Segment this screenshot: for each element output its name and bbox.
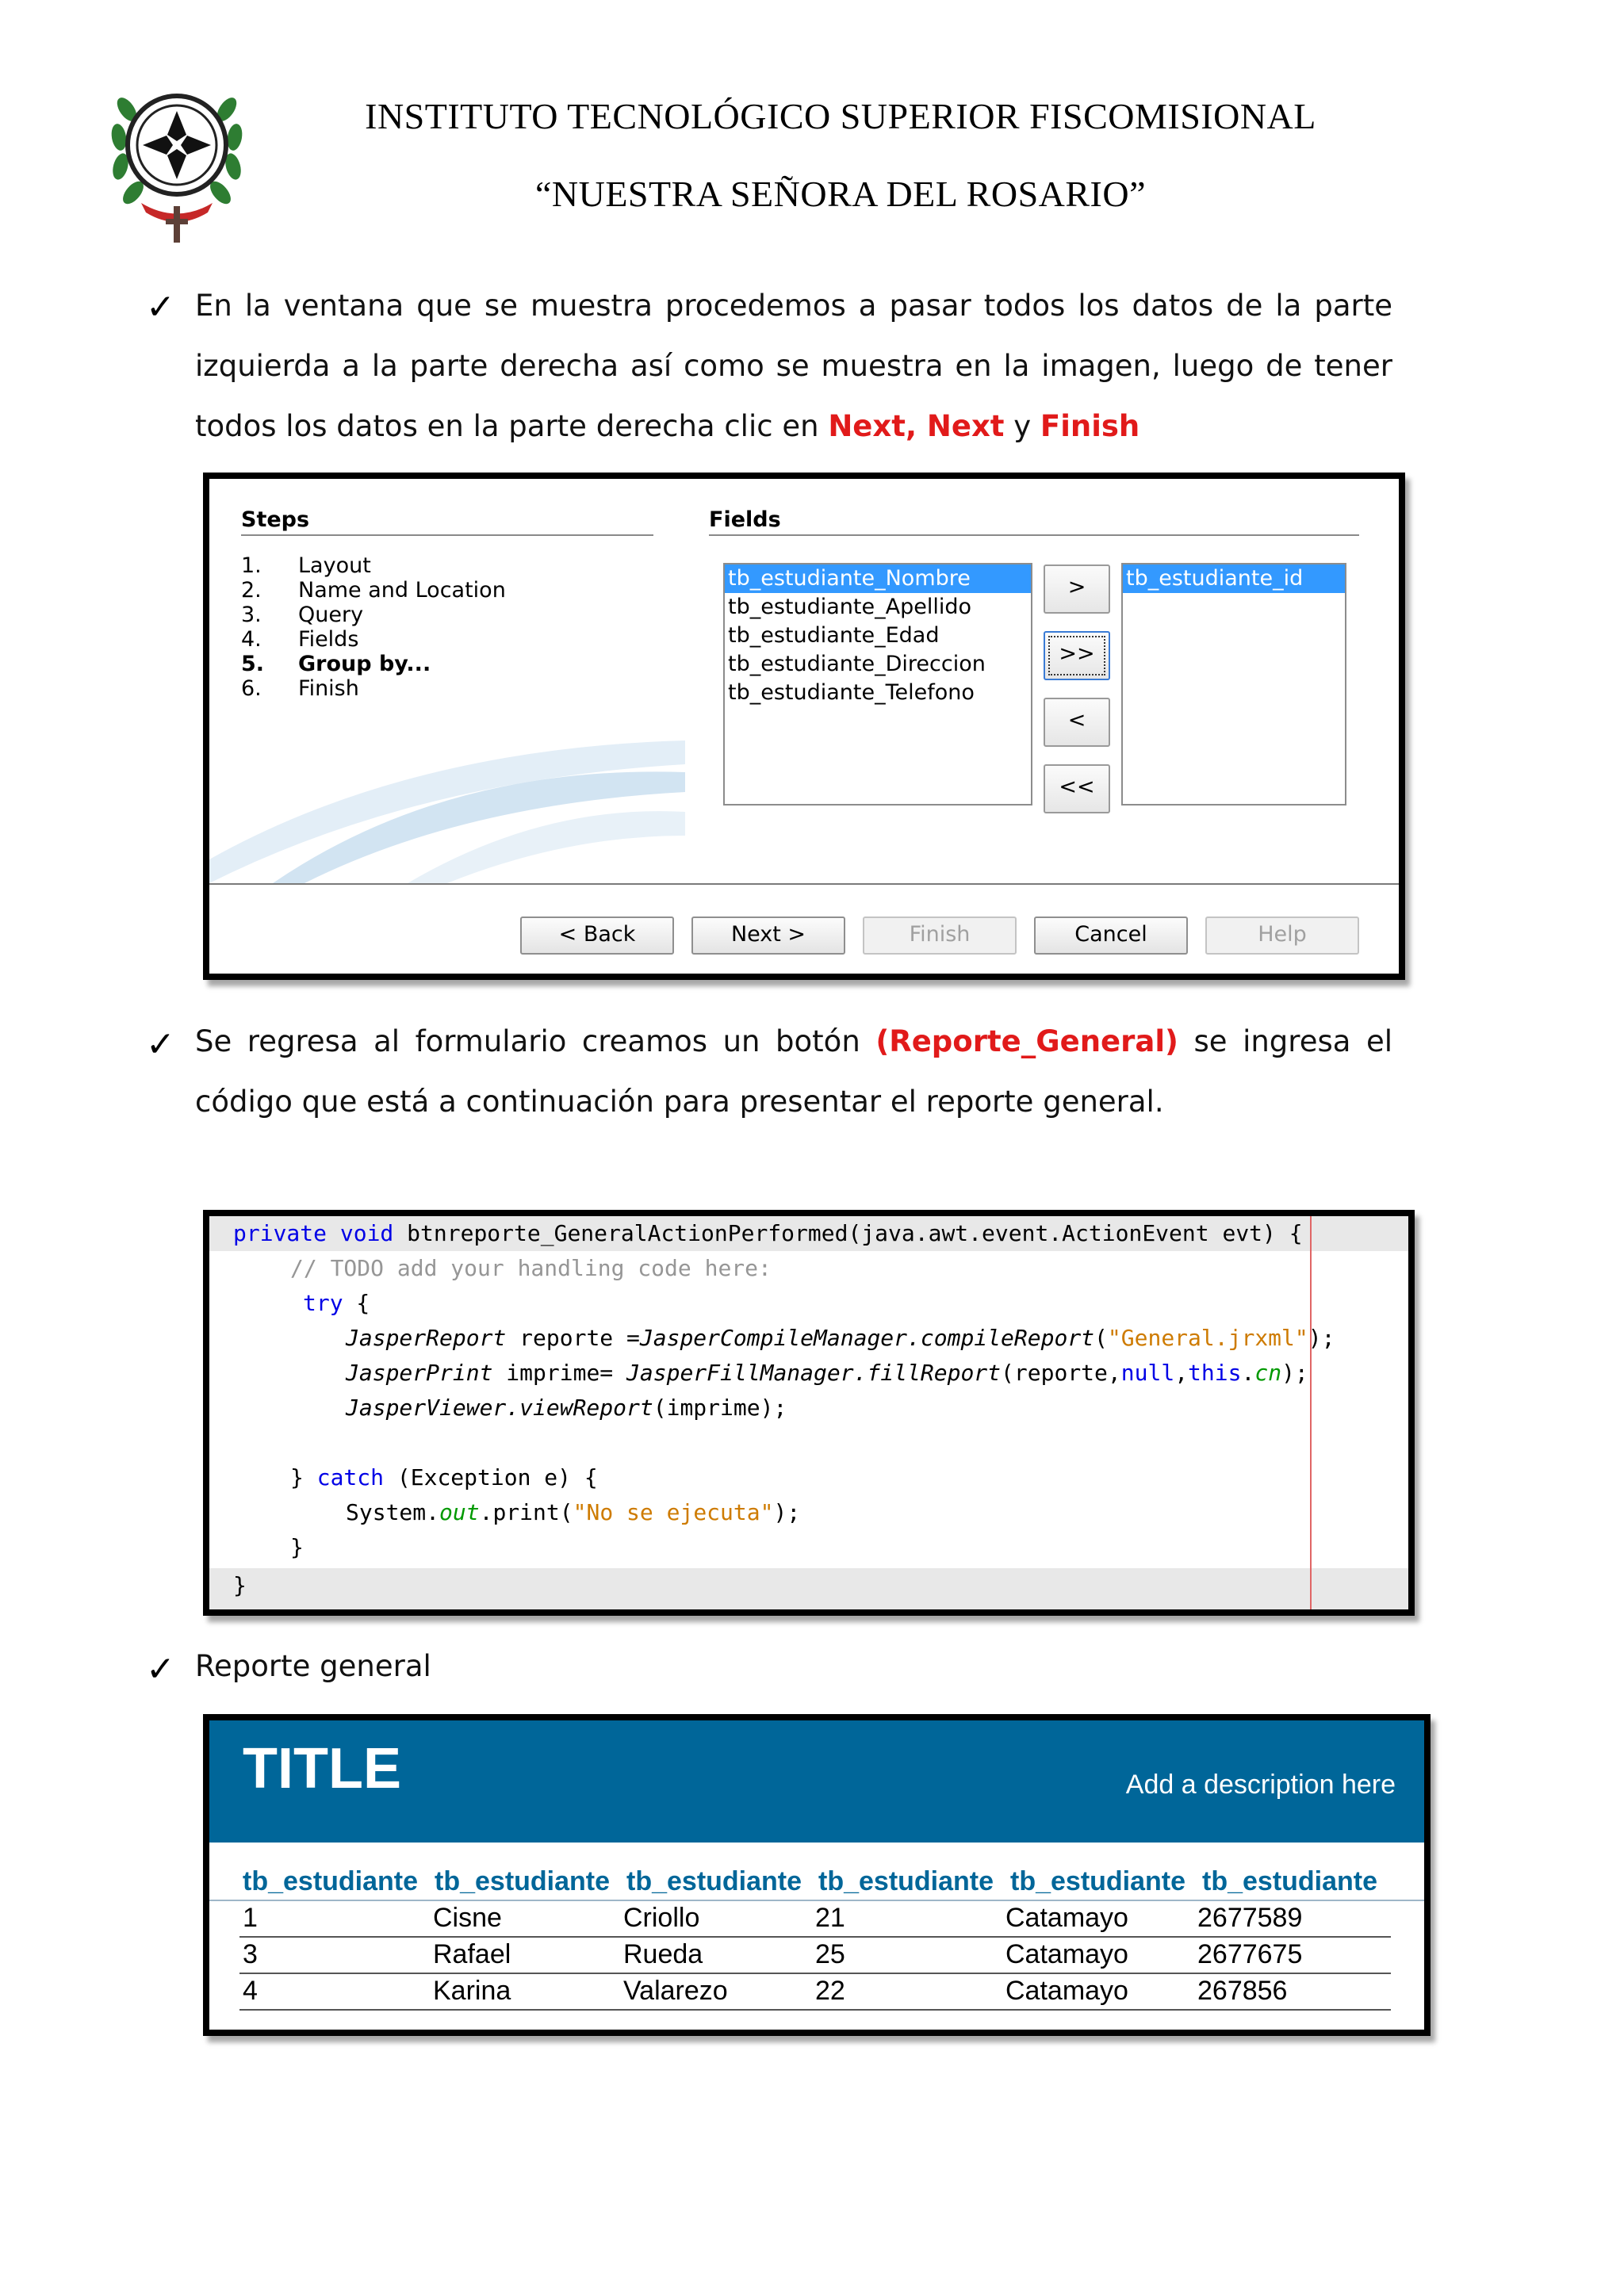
report-cell: Cisne <box>433 1903 502 1933</box>
fields-divider <box>709 534 1359 536</box>
para1-text: En la ventana que se muestra procedemos a pasar todos los datos de la parte izquierda a la parte derecha así como se muestra en la imagen, luego de tener todos los datos en la parte derecha clic en <box>195 289 1392 443</box>
report-row-rule <box>239 1936 1391 1938</box>
move-right-button[interactable]: > <box>1044 564 1110 614</box>
field-option[interactable]: tb_estudiante_id <box>1123 564 1345 593</box>
move-left-button[interactable]: < <box>1044 698 1110 747</box>
institute-subtitle: “NUESTRA SEÑORA DEL ROSARIO” <box>534 174 1147 214</box>
selected-fields-list[interactable] <box>1121 563 1346 806</box>
para2-after: se ingresa el código que está a continuación para presentar el reporte general. <box>195 1024 1392 1119</box>
report-cell: Catamayo <box>1005 1903 1128 1933</box>
next-button[interactable]: Next > <box>691 916 845 955</box>
report-cell: Catamayo <box>1005 1939 1128 1969</box>
checkmark-icon: ✓ <box>146 1025 175 1064</box>
fields-title: Fields <box>709 507 781 532</box>
report-cell: 22 <box>815 1976 845 2006</box>
report-row-rule <box>239 1973 1391 1974</box>
para2-button-name: (Reporte_General) <box>875 1024 1178 1058</box>
move-all-right-button[interactable]: >> <box>1044 631 1110 680</box>
back-button[interactable]: < Back <box>520 916 674 955</box>
report-cell: 2677675 <box>1197 1939 1303 1969</box>
code-right-margin-line <box>1310 1216 1312 1609</box>
report-section-label: Reporte general <box>195 1649 431 1683</box>
report-column-header: tb_estudiante <box>1010 1866 1186 1896</box>
code-line-9: } <box>290 1534 304 1560</box>
code-line-6: JasperViewer.viewReport(imprime); <box>346 1395 787 1421</box>
report-cell: 4 <box>243 1976 258 2006</box>
field-option[interactable]: tb_estudiante_Apellido <box>728 595 971 619</box>
report-cell: 25 <box>815 1939 845 1969</box>
report-title: TITLE <box>243 1737 401 1800</box>
report-cell: 2677589 <box>1197 1903 1303 1933</box>
para1-highlight-finish: Finish <box>1040 409 1140 443</box>
code-line-1: private void btnreporte_GeneralActionPerformed(java.awt.event.ActionEvent evt) { <box>233 1220 1303 1246</box>
report-wizard-screenshot <box>203 473 1405 980</box>
para1-joiner: y <box>1004 409 1040 443</box>
instruction-paragraph-1 <box>195 276 1392 457</box>
report-cell: Rafael <box>433 1939 511 1969</box>
institute-name: INSTITUTO TECNOLÓGICO SUPERIOR FISCOMISIONAL <box>365 96 1316 136</box>
field-option[interactable]: tb_estudiante_Nombre <box>725 564 1031 593</box>
report-title-band <box>209 1720 1424 1843</box>
code-line-3: try { <box>303 1290 370 1316</box>
report-cell: Karina <box>433 1976 511 2006</box>
report-column-header: tb_estudiante <box>1202 1866 1378 1896</box>
report-cell: Criollo <box>623 1903 700 1933</box>
steps-divider <box>241 534 653 536</box>
report-cell: 21 <box>815 1903 845 1933</box>
report-column-header: tb_estudiante <box>818 1866 994 1896</box>
report-cell: 1 <box>243 1903 258 1933</box>
code-line-8: System.out.print("No se ejecuta"); <box>346 1499 801 1525</box>
field-option[interactable]: tb_estudiante_Telefono <box>728 680 975 705</box>
wizard-footer-divider <box>209 883 1399 885</box>
code-screenshot <box>203 1210 1415 1616</box>
report-column-header: tb_estudiante <box>626 1866 802 1896</box>
report-cell: 3 <box>243 1939 258 1969</box>
checkmark-icon: ✓ <box>146 288 175 327</box>
help-button[interactable]: Help <box>1205 916 1359 955</box>
move-all-left-button[interactable]: << <box>1044 764 1110 813</box>
report-row-rule <box>239 2009 1391 2011</box>
field-option[interactable]: tb_estudiante_Edad <box>728 623 940 648</box>
report-cell: Catamayo <box>1005 1976 1128 2006</box>
para1-highlight-next: Next, Next <box>828 409 1005 443</box>
report-column-header: tb_estudiante <box>243 1866 419 1896</box>
code-line-2: // TODO add your handling code here: <box>290 1255 772 1281</box>
para2-before: Se regresa al formulario creamos un botón <box>195 1024 876 1058</box>
code-line-7: } catch (Exception e) { <box>290 1464 598 1490</box>
code-last-line-highlight <box>209 1568 1408 1609</box>
steps-list: 1. Layout 2. Name and Location 3. Query 4. Fields 5. Group by... 6. Finish <box>241 553 506 701</box>
report-description: Add a description here <box>1125 1770 1396 1800</box>
cancel-button[interactable]: Cancel <box>1034 916 1188 955</box>
steps-panel <box>209 479 685 883</box>
report-header-rule <box>209 1900 1424 1901</box>
code-line-4: JasperReport reporte =JasperCompileManager.compileReport("General.jrxml"); <box>346 1325 1335 1351</box>
instruction-paragraph-2 <box>195 1012 1392 1132</box>
report-preview-screenshot <box>203 1714 1431 2036</box>
field-option[interactable]: tb_estudiante_Direccion <box>728 652 986 676</box>
report-cell: 267856 <box>1197 1976 1288 2006</box>
finish-button[interactable]: Finish <box>863 916 1017 955</box>
available-fields-list[interactable] <box>723 563 1032 806</box>
code-line-10: } <box>233 1572 247 1598</box>
report-column-header: tb_estudiante <box>435 1866 611 1896</box>
checkmark-icon: ✓ <box>146 1650 175 1689</box>
swoosh-decoration <box>209 717 685 883</box>
code-line-5: JasperPrint imprime= JasperFillManager.fillReport(reporte,null,this.cn); <box>346 1360 1308 1386</box>
steps-title: Steps <box>241 507 310 532</box>
report-cell: Rueda <box>623 1939 703 1969</box>
institute-logo <box>109 62 244 246</box>
report-cell: Valarezo <box>623 1976 728 2006</box>
